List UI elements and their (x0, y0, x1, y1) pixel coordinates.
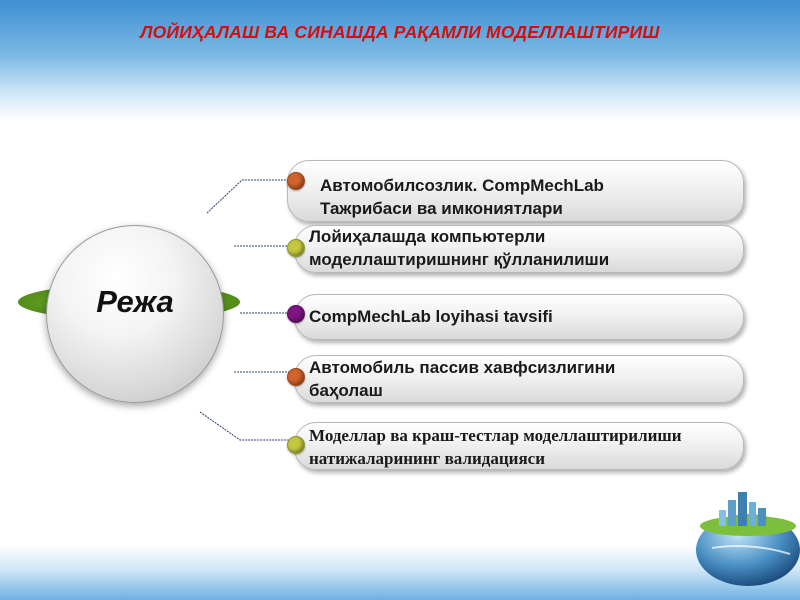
list-item-1[interactable] (287, 160, 744, 222)
list-item-4-line1: Автомобиль пассив хавфсизлигини (309, 358, 616, 377)
list-item-3-line1: CompMechLab loyihasi tavsifi (309, 307, 553, 326)
list-item-1-line2: Тажрибаси ва имкониятлари (320, 199, 563, 218)
list-item-2-dot-icon (287, 239, 305, 257)
list-item-4-line2: баҳолаш (309, 381, 383, 400)
page-title: ЛОЙИҲАЛАШ ВА СИНАШДА РАҚАМЛИ МОДЕЛЛАШТИРИШ (140, 22, 660, 42)
center-label: Режа (96, 284, 174, 319)
list-item-4-dot-icon (287, 368, 305, 386)
list-item-5-dot-icon (287, 436, 305, 454)
globe-city-icon (690, 488, 800, 588)
list-item-1-dot-icon (287, 172, 305, 190)
list-item-3-dot-icon (287, 305, 305, 323)
list-item-4[interactable] (294, 355, 744, 403)
list-item-2-line2: моделлаштиришнинг қўлланилиши (309, 250, 610, 269)
list-item-2-line1: Лойиҳалашда компьютерли (309, 227, 546, 246)
center-circle (46, 225, 224, 403)
list-item-1-line1: Автомобилсозлик. CompMechLab (320, 176, 604, 195)
list-item-5[interactable] (294, 422, 744, 470)
list-item-5-line2: натижаларининг валидацияси (309, 449, 546, 468)
list-item-2[interactable] (294, 225, 744, 273)
list-item-5-line1: Моделлар ва краш-тестлар моделлаштирилиши (309, 426, 682, 445)
list-item-3[interactable] (294, 294, 744, 340)
